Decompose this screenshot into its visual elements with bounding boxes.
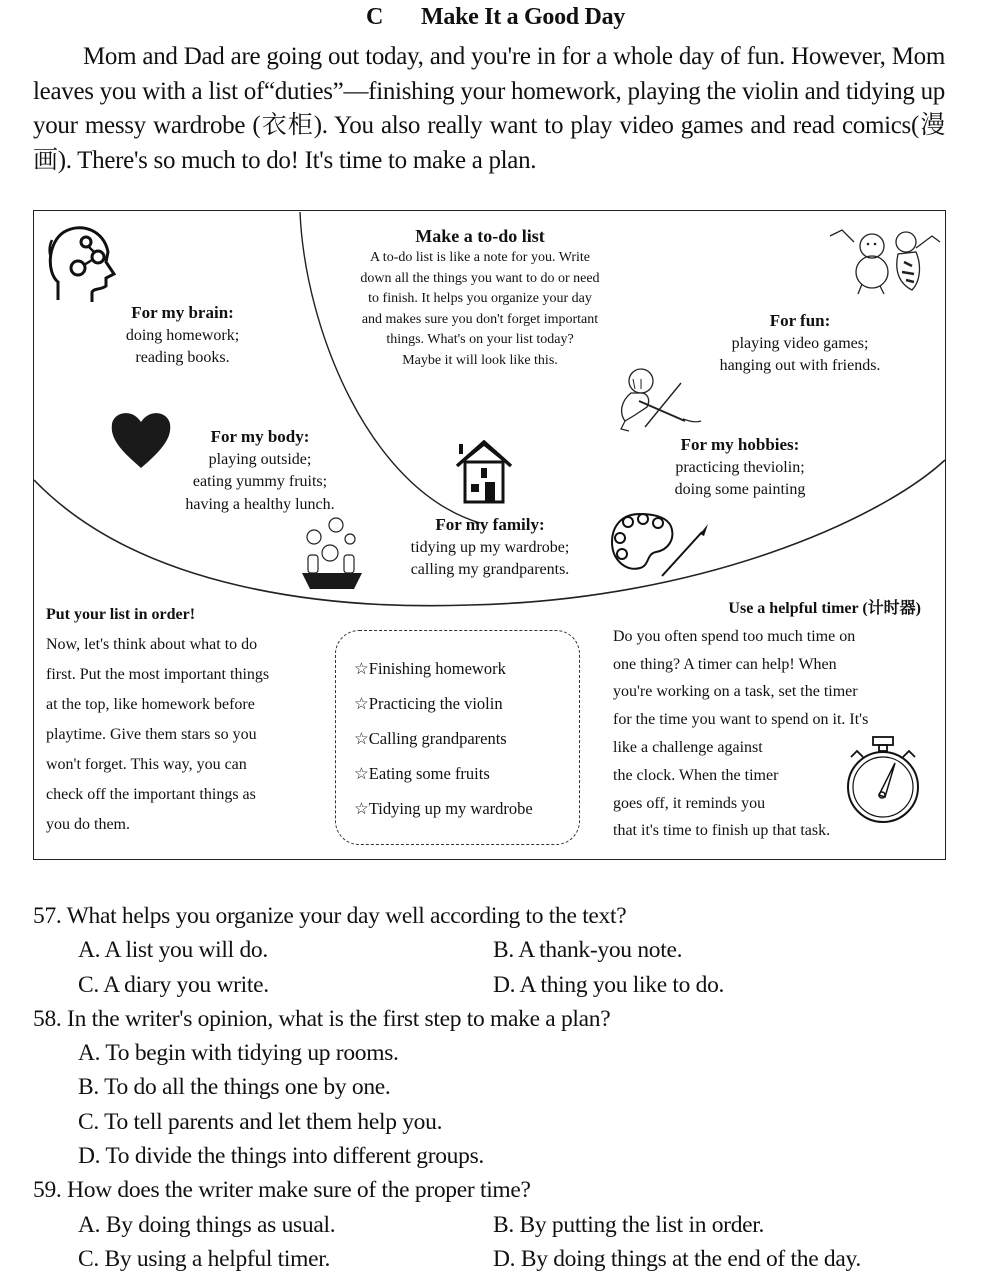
option-c[interactable]: C. To tell parents and let them help you. <box>78 1108 443 1135</box>
sample-checklist <box>335 630 580 845</box>
checklist-item: ☆Practicing the violin <box>354 694 503 713</box>
section-brain <box>100 302 265 370</box>
question-stem: 58. In the writer's opinion, what is the first step to make a plan? <box>33 1005 611 1032</box>
brain-heading: For my brain: <box>131 303 234 322</box>
family-heading: For my family: <box>435 515 545 534</box>
checklist-item: ☆Eating some fruits <box>354 764 490 783</box>
timer-line: one thing? A timer can help! When <box>613 655 837 673</box>
body-heading: For my body: <box>210 427 310 446</box>
option-a[interactable]: A. To begin with tidying up rooms. <box>78 1040 399 1067</box>
todo-line: things. What's on your list today? <box>386 332 574 347</box>
option-a[interactable]: A. By doing things as usual. <box>78 1211 336 1238</box>
todo-heading: Make a to-do list <box>415 226 545 246</box>
order-line: at the top, like homework before <box>46 696 255 713</box>
timer-line: for the time you want to spend on it. It's <box>613 711 869 729</box>
hobbies-line: practicing theviolin; <box>675 458 805 476</box>
option-c[interactable]: C. By using a helpful timer. <box>78 1245 331 1272</box>
section-body <box>160 426 360 516</box>
question-stem: 57. What helps you organize your day well according to the text? <box>33 903 627 929</box>
section-letter: C <box>366 4 384 30</box>
family-line: calling my grandparents. <box>410 561 570 578</box>
section-fun <box>690 310 910 378</box>
timer-line: goes off, it reminds you <box>613 794 766 812</box>
title-text: Make It a Good Day <box>421 4 625 30</box>
house-icon <box>455 440 513 504</box>
brain-line: reading books. <box>135 349 230 366</box>
todo-line: Maybe it will look like this. <box>402 352 558 368</box>
questions <box>33 899 963 1276</box>
question-57 <box>33 899 963 1002</box>
brain-head-icon <box>46 222 116 308</box>
section-family <box>385 514 595 582</box>
checklist-item: ☆Finishing homework <box>354 659 506 678</box>
checklist-item: ☆Calling grandparents <box>354 729 507 748</box>
question-stem: 59. How does the writer make sure of the proper time? <box>33 1177 531 1204</box>
intro-text: Mom and Dad are going out today, and you're in for a whole day of fun. However, Mom leaves you with a list of“duties”—finishing your homework, playing the violin and tidying up your messy wardrobe (衣柜). You also really want to play video games and read comics(漫画). There's so much to do! It's time to make a plan. <box>33 43 945 174</box>
section-hobbies <box>645 434 835 502</box>
brain-line: doing homework; <box>125 326 240 344</box>
timer-line: Do you often spend too much time on <box>613 627 856 645</box>
todo-line: A to-do list is like a note for you. Write <box>369 250 591 265</box>
family-line: tidying up my wardrobe; <box>410 538 570 556</box>
option-d[interactable]: D. A thing you like to do. <box>493 971 725 998</box>
violin-player-icon <box>615 365 715 437</box>
section-todo <box>330 224 630 371</box>
order-line: check off the important things as <box>46 786 256 803</box>
body-line: eating yummy fruits; <box>192 473 328 490</box>
body-line: having a healthy lunch. <box>185 495 335 513</box>
paint-palette-icon <box>610 510 715 582</box>
checklist-item: ☆Tidying up my wardrobe <box>354 799 533 818</box>
fruit-basket-icon <box>300 515 364 590</box>
order-line: you do them. <box>46 816 130 833</box>
timer-line: you're working on a task, set the timer <box>613 683 858 701</box>
question-58 <box>33 1002 963 1173</box>
body-line: playing outside; <box>208 450 312 468</box>
option-d[interactable]: D. By doing things at the end of the day. <box>493 1245 861 1272</box>
timer-line: that it's time to finish up that task. <box>613 822 831 840</box>
option-b[interactable]: B. A thank-you note. <box>493 937 683 964</box>
hobbies-line: doing some painting <box>674 481 806 498</box>
order-line: Now, let's think about what to do <box>46 636 258 653</box>
cartoon-bears-icon <box>828 222 943 297</box>
hobbies-heading: For my hobbies: <box>680 435 800 454</box>
option-b[interactable]: B. To do all the things one by one. <box>78 1074 391 1101</box>
question-59 <box>33 1173 963 1276</box>
fun-line: hanging out with friends. <box>719 357 881 374</box>
option-b[interactable]: B. By putting the list in order. <box>493 1211 765 1238</box>
timer-line: the clock. When the timer <box>613 766 779 784</box>
timer-line: like a challenge against <box>613 738 763 756</box>
timer-heading: Use a helpful timer (计时器) <box>728 600 921 617</box>
option-a[interactable]: A. A list you will do. <box>78 937 268 964</box>
stopwatch-icon <box>843 735 923 825</box>
order-line: playtime. Give them stars so you <box>46 726 257 743</box>
option-c[interactable]: C. A diary you write. <box>78 971 269 998</box>
todo-line: down all the things you want to do or need <box>360 270 600 286</box>
option-d[interactable]: D. To divide the things into different groups. <box>78 1143 484 1170</box>
todo-line: to finish. It helps you organize your day <box>368 291 592 306</box>
todo-line: and makes sure you don't forget important <box>361 311 599 327</box>
section-order <box>46 600 321 840</box>
fun-heading: For fun: <box>769 311 831 330</box>
order-heading: Put your list in order! <box>46 606 196 623</box>
fun-line: playing video games; <box>731 334 869 352</box>
order-line: first. Put the most important things <box>46 666 270 683</box>
order-line: won't forget. This way, you can <box>46 756 247 773</box>
